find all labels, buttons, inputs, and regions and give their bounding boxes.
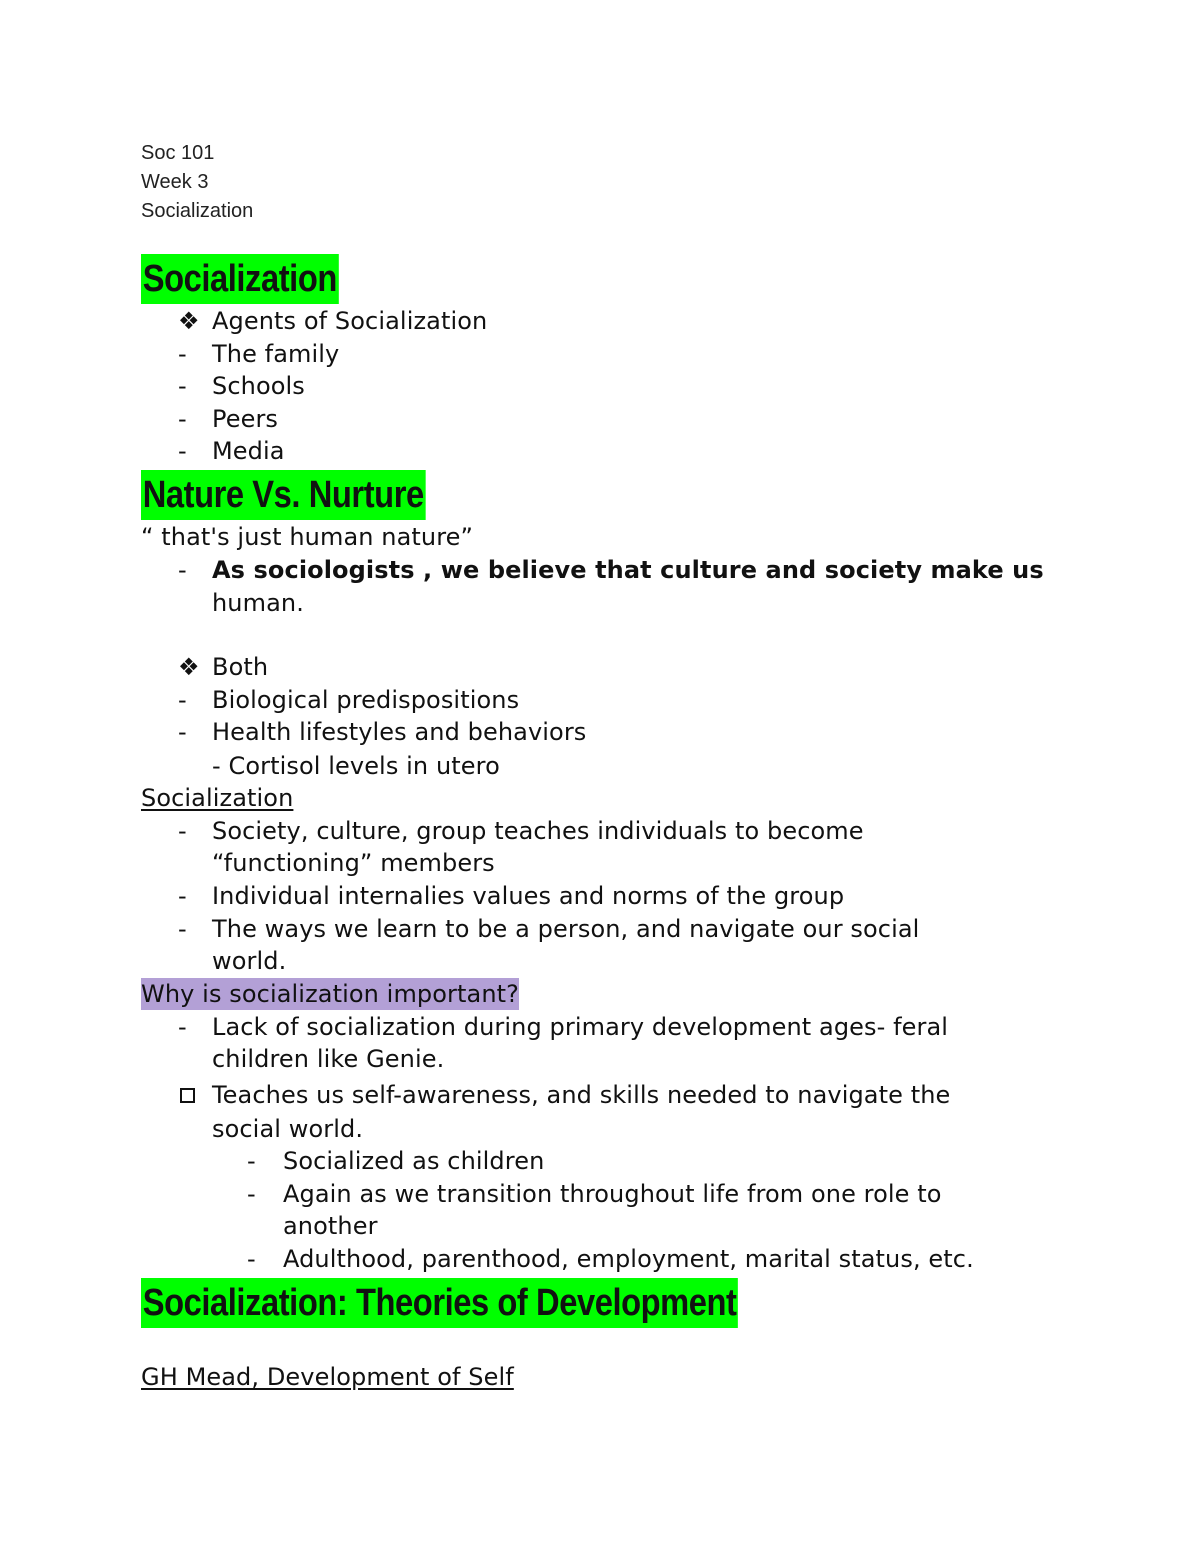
socialization-subheading: Socialization [141,784,294,812]
course-title: Soc 101 [141,142,215,164]
checkbox-icon[interactable] [180,1088,195,1103]
dash-bullet: - [178,882,187,910]
agents-title: Agents of Socialization [212,307,488,335]
sociologists-line: As sociologists , we believe that culture and society make us [212,556,1044,584]
agent-item: Schools [212,372,305,400]
lack-line-cont: children like Genie. [212,1045,445,1073]
dash-bullet: - [178,817,187,845]
dash-bullet: - [178,915,187,943]
definition-line-cont: world. [212,947,287,975]
teaches-line: Teaches us self-awareness, and skills needed to navigate the [212,1081,951,1109]
sub-item: Adulthood, parenthood, employment, marital status, etc. [283,1245,974,1273]
cortisol-item: - Cortisol levels in utero [212,752,500,780]
definition-line: Society, culture, group teaches individuals to become [212,817,864,845]
sub-item-cont: another [283,1212,378,1240]
heading-theories-of-development: Socialization: Theories of Development [141,1278,738,1328]
dash-bullet: - [178,405,187,433]
dash-bullet: - [178,372,187,400]
dash-bullet: - [178,340,187,368]
dash-bullet: - [178,556,187,584]
definition-line: The ways we learn to be a person, and navigate our social [212,915,920,943]
definition-line-cont: “functioning” members [212,849,495,877]
health-item: Health lifestyles and behaviors [212,718,587,746]
diamond-bullet-icon: ❖ [178,307,200,335]
dash-bullet: - [178,718,187,746]
both-label: Both [212,653,269,681]
nature-quote: “ that's just human nature” [141,523,474,551]
dash-bullet: - [178,686,187,714]
dash-bullet: - [178,1013,187,1041]
heading-socialization: Socialization [141,254,339,304]
sociologists-line-cont: human. [212,589,304,617]
topic-label: Socialization [141,200,254,222]
agent-item: The family [212,340,340,368]
importance-question: Why is socialization important? [141,980,519,1008]
week-label: Week 3 [141,171,209,193]
agent-item: Media [212,437,285,465]
sub-item: Socialized as children [283,1147,545,1175]
dash-bullet: - [247,1147,256,1175]
teaches-line-cont: social world. [212,1115,364,1143]
dash-bullet: - [178,437,187,465]
dash-bullet: - [247,1245,256,1273]
dash-bullet: - [247,1180,256,1208]
sub-item: Again as we transition throughout life from one role to [283,1180,942,1208]
lack-line: Lack of socialization during primary development ages- feral [212,1013,949,1041]
biological-item: Biological predispositions [212,686,520,714]
mead-subheading: GH Mead, Development of Self [141,1363,514,1391]
agent-item: Peers [212,405,279,433]
heading-nature-vs-nurture: Nature Vs. Nurture [141,470,425,520]
diamond-bullet-icon: ❖ [178,653,200,681]
definition-line: Individual internalies values and norms of the group [212,882,845,910]
